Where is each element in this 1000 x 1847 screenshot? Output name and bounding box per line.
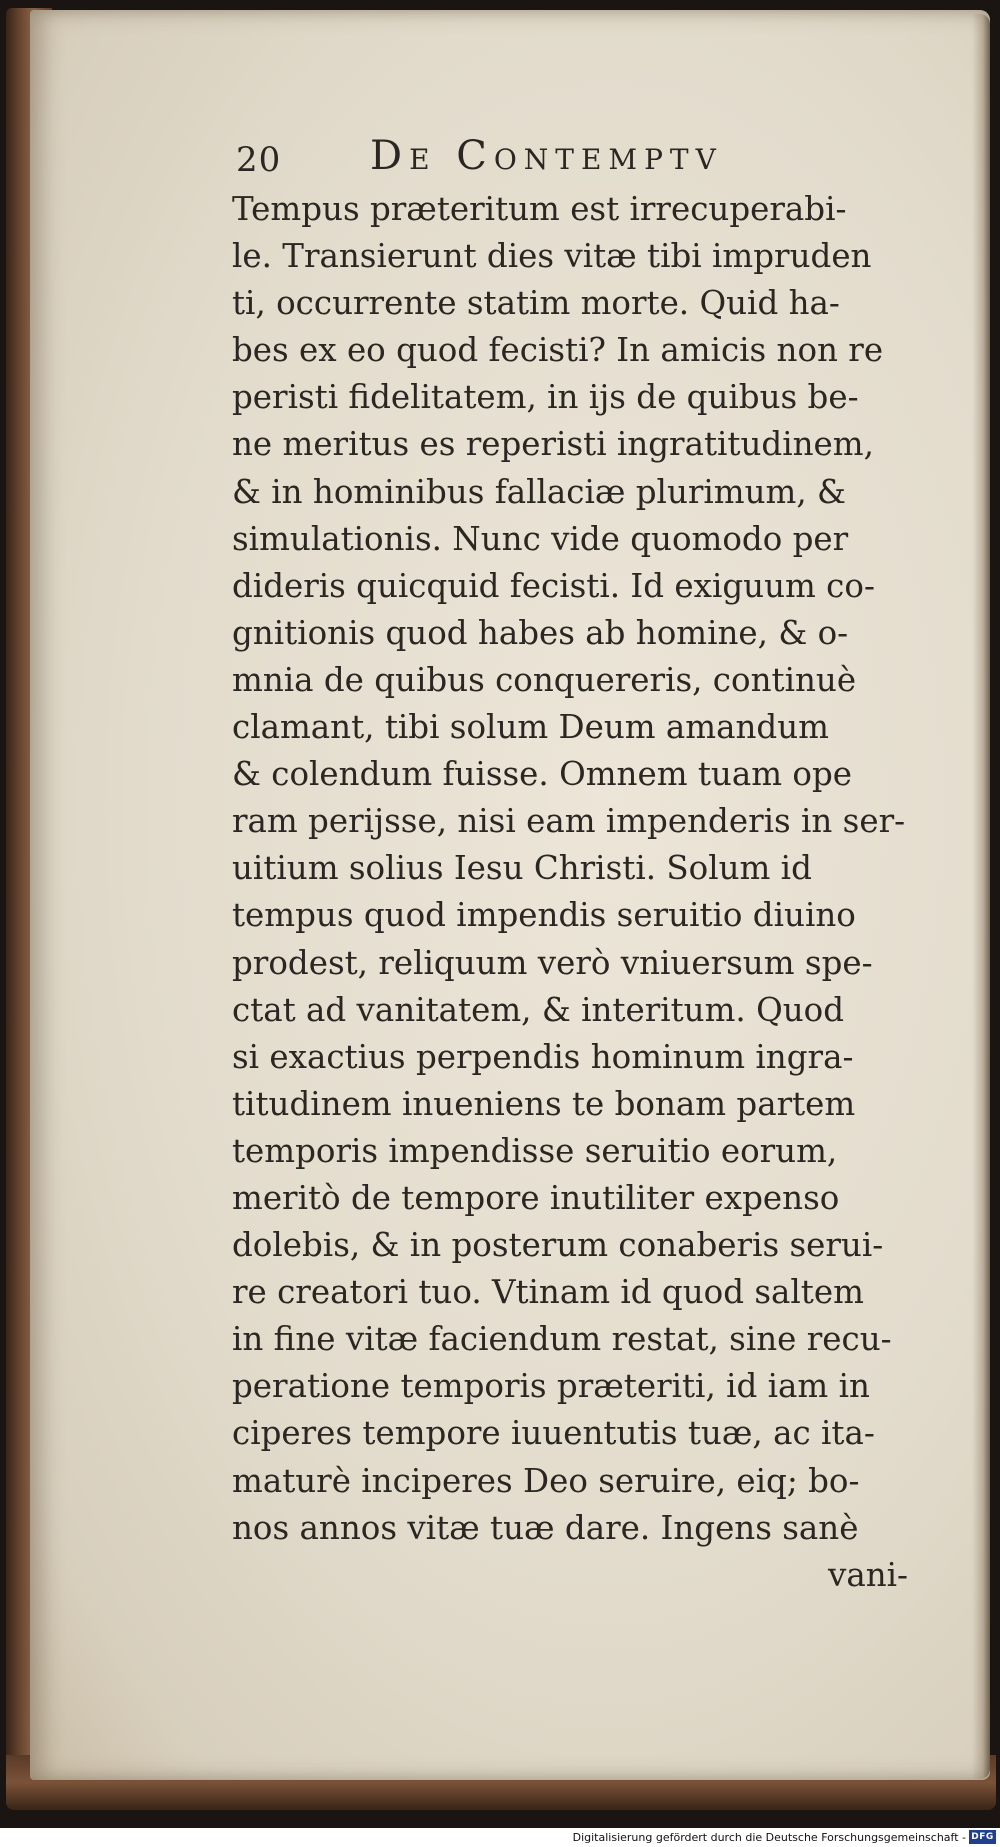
text-line: peratione temporis præteriti, id iam in xyxy=(232,1367,870,1406)
text-line: ctat ad vanitatem, & interitum. Quod xyxy=(232,990,845,1029)
text-line: & in hominibus fallaciæ plurimum, & xyxy=(232,472,846,511)
text-line: dideris quicquid fecisti. Id exiguum co- xyxy=(232,566,875,605)
printed-text-block xyxy=(232,130,912,1599)
text-line: uitium solius Iesu Christi. Solum id xyxy=(232,849,812,888)
text-line: clamant, tibi solum Deum amandum xyxy=(232,708,829,747)
text-line: ciperes tempore iuuentutis tuæ, ac ita- xyxy=(232,1414,875,1453)
text-line: ram perijsse, nisi eam impenderis in ser- xyxy=(232,802,906,841)
dfg-logo-icon: DFG xyxy=(969,1830,996,1844)
running-title: De Contemptv xyxy=(370,133,723,179)
text-line: & colendum fuisse. Omnem tuam ope xyxy=(232,755,852,794)
text-line: prodest, reliquum verò vniuersum spe- xyxy=(232,943,873,982)
page-right-edge-shadow xyxy=(972,14,990,1779)
body-text xyxy=(232,186,912,1599)
text-line: peristi fidelitatem, in ijs de quibus be- xyxy=(232,378,859,417)
text-line: maturè inciperes Deo seruire, eiq; bo- xyxy=(232,1461,860,1500)
text-line: temporis impendisse seruitio eorum, xyxy=(232,1131,838,1170)
text-line: mnia de quibus conquereris, continuè xyxy=(232,660,857,699)
catchword: vani- xyxy=(827,1555,908,1594)
text-line: ti, occurrente statim morte. Quid ha- xyxy=(232,284,840,323)
text-line: si exactius perpendis hominum ingra- xyxy=(232,1037,854,1076)
text-line: titudinem inueniens te bonam partem xyxy=(232,1084,856,1123)
page-number: 20 xyxy=(236,140,282,180)
text-line: gnitionis quod habes ab homine, & o- xyxy=(232,613,849,652)
text-line: dolebis, & in posterum conaberis serui- xyxy=(232,1226,884,1265)
text-line: in fine vitæ faciendum restat, sine recu- xyxy=(232,1320,892,1359)
text-line: re creatori tuo. Vtinam id quod saltem xyxy=(232,1273,864,1312)
text-line: nos annos vitæ tuæ dare. Ingens sanè xyxy=(232,1508,859,1547)
text-line: tempus quod impendis seruitio diuino xyxy=(232,896,856,935)
text-line: simulationis. Nunc vide quomodo per xyxy=(232,519,849,558)
text-line: Tempus præteritum est irrecuperabi- xyxy=(232,190,847,228)
text-line: meritò de tempore inutiliter expenso xyxy=(232,1178,840,1217)
text-line: le. Transierunt dies vitæ tibi impruden xyxy=(232,237,872,276)
digitization-credit: Digitalisierung gefördert durch die Deutsche Forschungsgemeinschaft - xyxy=(572,1831,966,1844)
text-line: ne meritus es reperisti ingratitudinem, xyxy=(232,425,874,464)
page-header xyxy=(232,130,912,182)
text-line: bes ex eo quod fecisti? In amicis non re xyxy=(232,331,884,370)
